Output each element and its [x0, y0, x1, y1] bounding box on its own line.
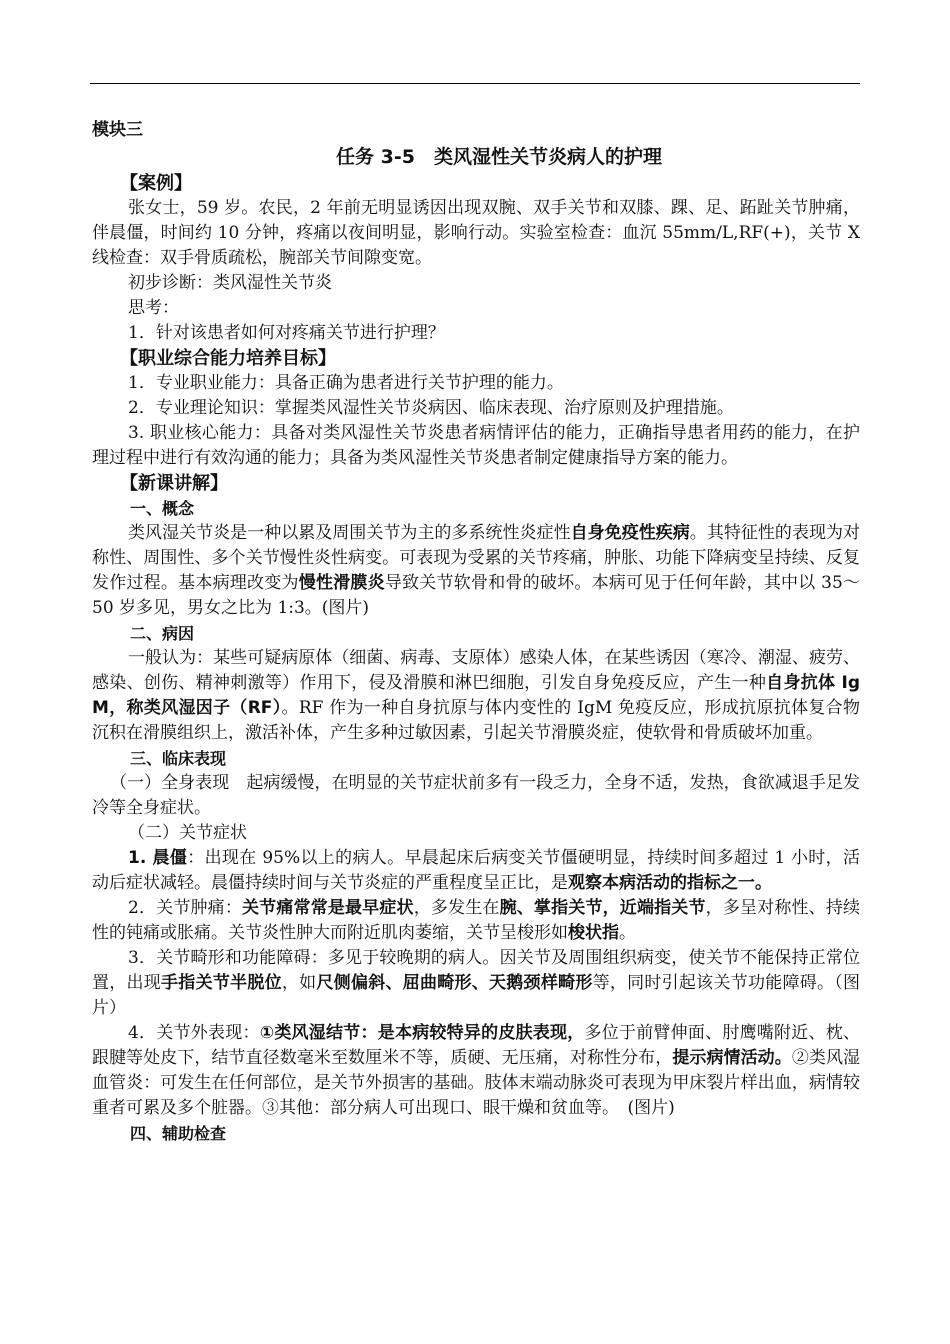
item-morning-stiffness: 1. 晨僵：出现在 95%以上的病人。早晨起床后病变关节僵硬明显，持续时间多超过 1 小时，活动后症状减轻。晨僵持续时间与关节炎症的严重程度呈正比，是观察本病活动的指标之一。	[92, 848, 860, 893]
lecture-heading: 【新课讲解】	[120, 473, 228, 494]
item-extra-articular: 4．关节外表现：①类风湿结节：是本病较特异的皮肤表现，多位于前臂伸面、肘鹰嘴附近、枕、跟腱等处皮下，结节直径数毫米至数厘米不等，质硬、无压痛，对称性分布，提示病情活动。②类风湿血管炎：可发生在任何部位，是关节外损害的基础。肢体末端动脉炎可表现为甲床裂片样出血，病情较重者可累及多个脏器。③其他：部分病人可出现口、眼干燥和贫血等。 (图片)	[92, 1023, 861, 1118]
case-diagnosis: 初步诊断：类风湿性关节炎	[128, 273, 332, 293]
page-title: 任务 3-5 类风湿性关节炎病人的护理	[336, 146, 662, 168]
module-label: 模块三	[92, 120, 143, 140]
goal-3: 3. 职业核心能力：具备对类风湿性关节炎患者病情评估的能力，正确指导患者用药的能力，在护理过程中进行有效沟通的能力；具备为类风湿性关节炎患者制定健康指导方案的能力。	[92, 423, 860, 468]
general-symptoms: （一）全身表现 起病缓慢，在明显的关节症状前多有一段乏力，全身不适，发热，食欲减退手足发冷等全身症状。	[92, 773, 860, 818]
case-think: 思考：	[128, 298, 179, 318]
section-cause-heading: 二、病因	[130, 624, 195, 643]
section-clinical-heading: 三、临床表现	[130, 749, 227, 768]
joint-symptoms-heading: （二）关节症状	[128, 823, 247, 843]
document-body	[92, 118, 860, 1146]
case-text: 张女士，59 岁。农民，2 年前无明显诱因出现双腕、双手关节和双膝、踝、足、跖趾关节肿痛，伴晨僵，时间约 10 分钟，疼痛以夜间明显，影响行动。实验室检查：血沉 55mm/L,RF(+)，关节 X 线检查：双手骨质疏松，腕部关节间隙变宽。	[92, 198, 860, 268]
case-question-1: 1．针对该患者如何对疼痛关节进行护理？	[128, 323, 445, 343]
goal-1: 1．专业职业能力：具备正确为患者进行关节护理的能力。	[128, 373, 564, 393]
goals-heading: 【职业综合能力培养目标】	[120, 348, 336, 369]
case-heading: 【案例】	[120, 173, 192, 194]
section-concept-heading: 一、概念	[130, 499, 195, 518]
section-exam-heading: 四、辅助检查	[130, 1124, 227, 1143]
item-joint-deformity: 3．关节畸形和功能障碍：多见于较晚期的病人。因关节及周围组织病变，使关节不能保持正常位置，出现手指关节半脱位，如尺侧偏斜、屈曲畸形、天鹅颈样畸形等，同时引起该关节功能障碍。（图片）	[92, 948, 861, 1018]
concept-paragraph: 类风湿关节炎是一种以累及周围关节为主的多系统性炎症性自身免疫性疾病。其特征性的表现为对称性、周围性、多个关节慢性炎性病变。可表现为受累的关节疼痛，肿胀、功能下降病变呈持续、反复发作过程。基本病理改变为慢性滑膜炎导致关节软骨和骨的破坏。本病可见于任何年龄，其中以 35～50 岁多见，男女之比为 1:3。(图片)	[92, 523, 861, 618]
goal-2: 2．专业理论知识：掌握类风湿性关节炎病因、临床表现、治疗原则及护理措施。	[128, 398, 734, 418]
item-joint-pain: 2．关节肿痛：关节痛常常是最早症状，多发生在腕、掌指关节，近端指关节，多呈对称性、持续性的钝痛或胀痛。关节炎性肿大而附近肌肉萎缩，关节呈梭形如梭状指。	[92, 898, 861, 943]
header-rule	[90, 83, 860, 84]
cause-paragraph: 一般认为：某些可疑病原体（细菌、病毒、支原体）感染人体，在某些诱因（寒冷、潮湿、疲劳、感染、创伤、精神刺激等）作用下，侵及滑膜和淋巴细胞，引发自身免疫反应，产生一种自身抗体 IgM，称类风湿因子（RF）。RF 作为一种自身抗原与体内变性的 IgM 免疫反应，形成抗原抗体复合物沉积在滑膜组织上，激活补体，产生多种过敏因素，引起关节滑膜炎症，使软骨和骨质破坏加重。	[92, 648, 860, 743]
